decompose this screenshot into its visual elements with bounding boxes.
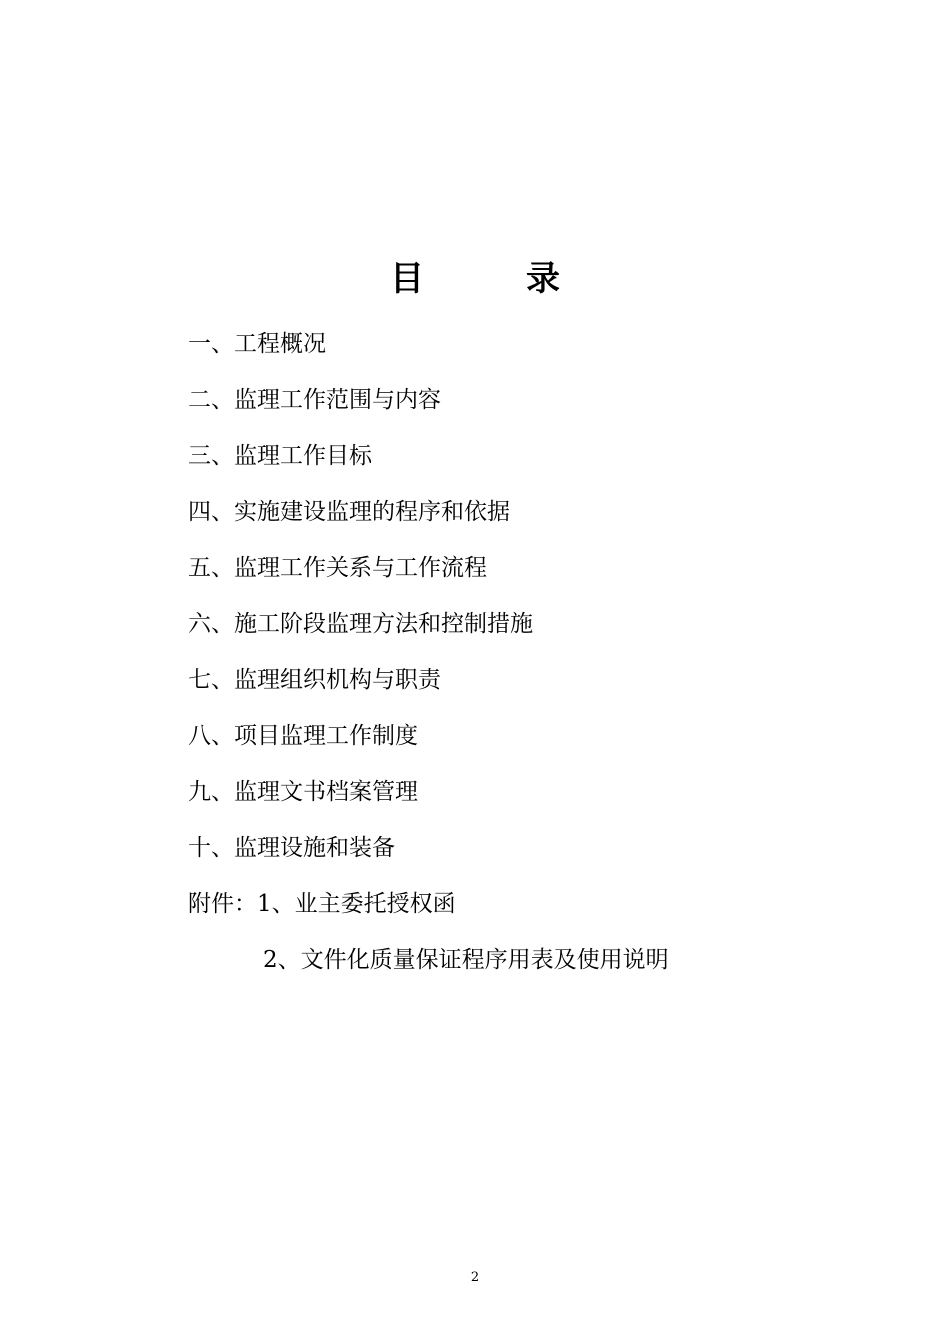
toc-item-10: 十、监理设施和装备 [188, 835, 395, 861]
toc-item-9: 九、监理文书档案管理 [188, 779, 418, 805]
toc-item-3: 三、监理工作目标 [188, 443, 372, 469]
toc-item-5: 五、监理工作关系与工作流程 [188, 555, 487, 581]
table-of-contents [188, 316, 888, 988]
toc-item-7: 七、监理组织机构与职责 [188, 667, 441, 693]
toc-item-4: 四、实施建设监理的程序和依据 [188, 499, 510, 525]
toc-item-6: 六、施工阶段监理方法和控制措施 [188, 611, 533, 637]
page-number: 2 [470, 1270, 480, 1285]
toc-attachment-1: 附件：1、业主委托授权函 [188, 891, 456, 917]
toc-attachment-2: 2、文件化质量保证程序用表及使用说明 [263, 947, 669, 973]
page-title: 目 录 [390, 258, 560, 299]
toc-item-1: 一、工程概况 [188, 331, 326, 357]
toc-item-8: 八、项目监理工作制度 [188, 723, 418, 749]
toc-item-2: 二、监理工作范围与内容 [188, 387, 441, 413]
